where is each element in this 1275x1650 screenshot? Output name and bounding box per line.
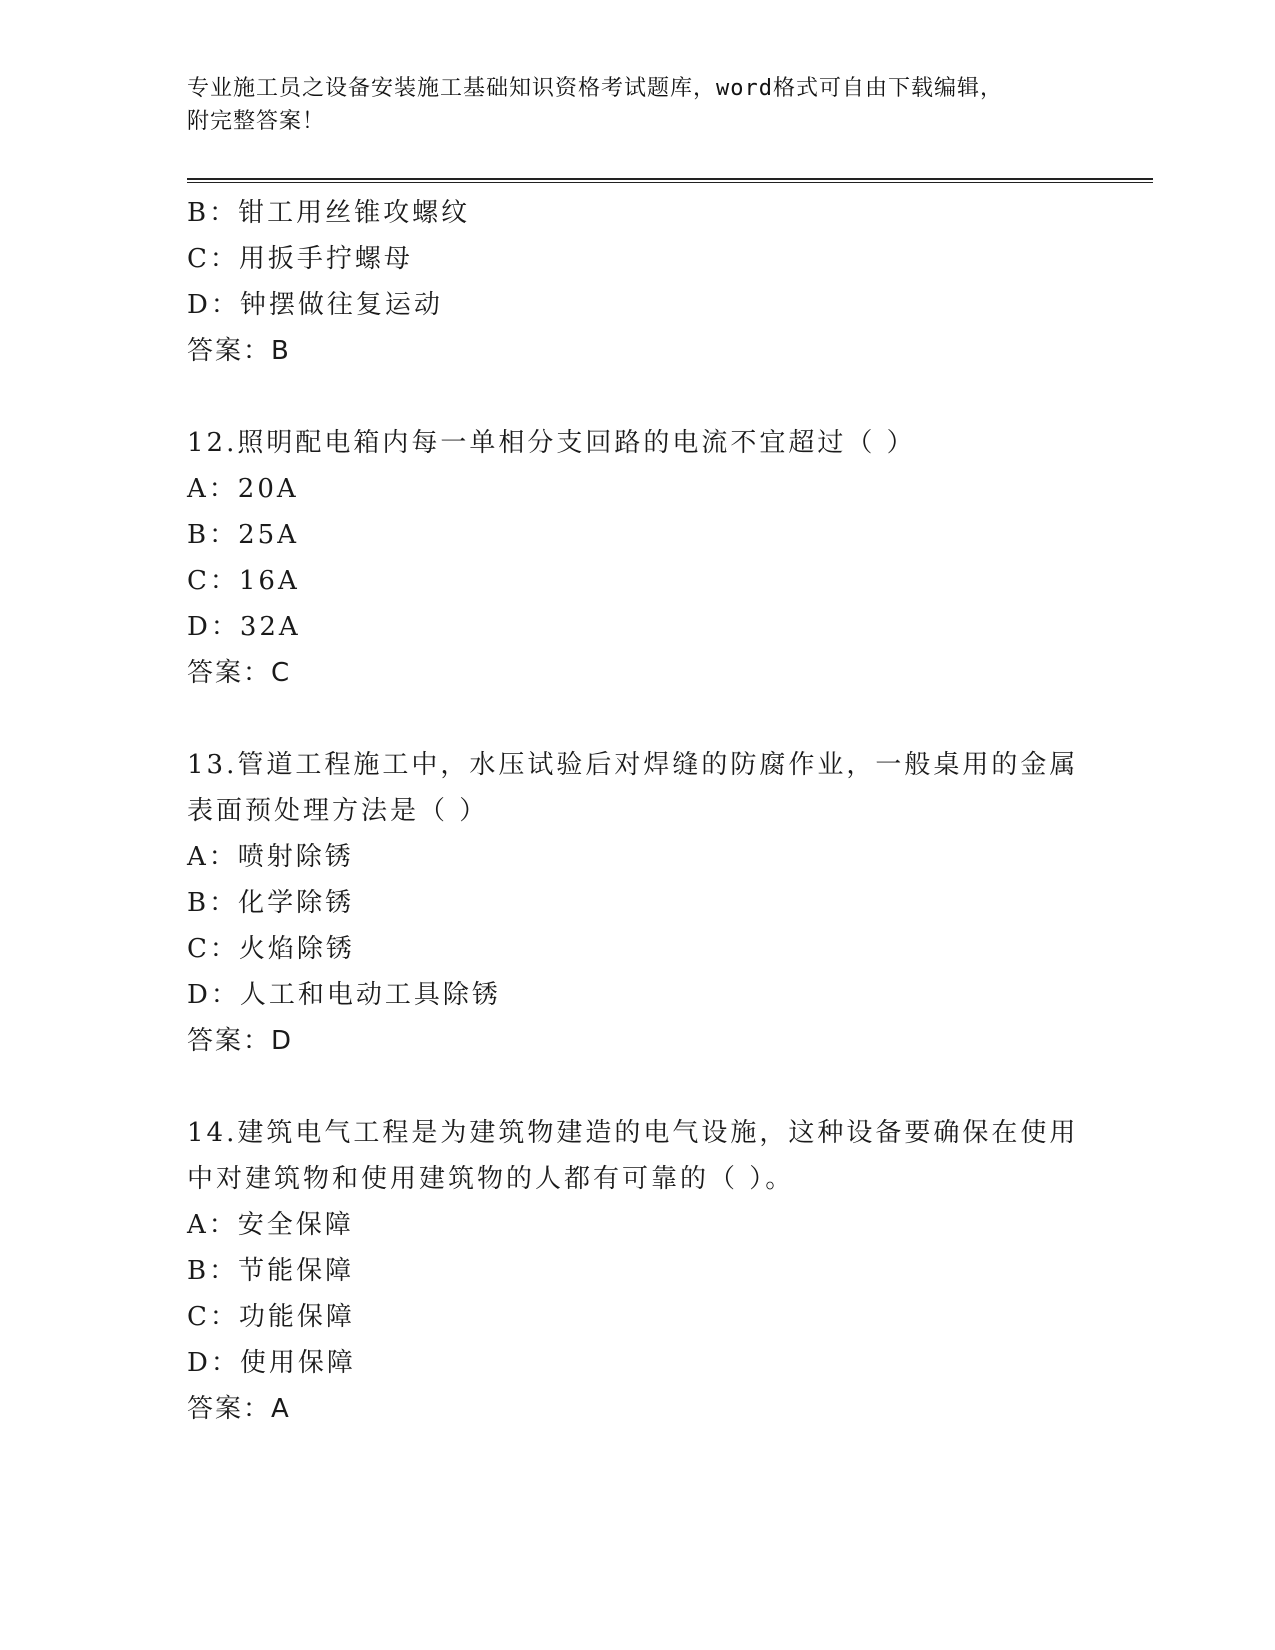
header-line-2: 附完整答案！ [187,109,326,134]
option-d: D：人工和电动工具除锈 [187,980,501,1010]
option-b: B：节能保障 [187,1256,355,1286]
question-text: 12.照明配电箱内每一单相分支回路的电流不宜超过（ ） [187,428,916,458]
spacer [187,374,1087,420]
header-divider [187,178,1153,183]
spacer [187,1064,1087,1110]
answer: 答案：A [187,1394,291,1424]
option-a: A：喷射除锈 [187,842,354,872]
answer: 答案：D [187,1026,294,1056]
spacer [187,696,1087,742]
option-d: D：使用保障 [187,1348,356,1378]
option-b: B：25A [187,520,299,550]
option-c: C：火焰除锈 [187,934,355,964]
option-b: B：化学除锈 [187,888,355,918]
question-text-line-2: 中对建筑物和使用建筑物的人都有可靠的（ ）。 [187,1164,795,1194]
option-a: A：安全保障 [187,1210,354,1240]
option-a: A：20A [187,474,299,504]
option-c: C：16A [187,566,300,596]
question-text-line-1: 13.管道工程施工中，水压试验后对焊缝的防腐作业，一般桌用的金属 [187,750,1079,780]
option-b: B：钳工用丝锥攻螺纹 [187,198,471,228]
answer: 答案：C [187,658,292,688]
option-c: C：用扳手拧螺母 [187,244,413,274]
question-list [187,190,1087,1432]
header-line-1: 专业施工员之设备安装施工基础知识资格考试题库，word格式可自由下载编辑， [187,76,1003,101]
option-c: C：功能保障 [187,1302,355,1332]
option-d: D：32A [187,612,301,642]
question-text-line-1: 14.建筑电气工程是为建筑物建造的电气设施，这种设备要确保在使用 [187,1118,1079,1148]
question-11 [187,190,1087,374]
question-13 [187,742,1087,1064]
document-header [187,72,1067,138]
answer: 答案：B [187,336,291,366]
option-d: D：钟摆做往复运动 [187,290,443,320]
question-12 [187,420,1087,696]
question-14 [187,1110,1087,1432]
question-text-line-2: 表面预处理方法是（ ） [187,796,489,826]
